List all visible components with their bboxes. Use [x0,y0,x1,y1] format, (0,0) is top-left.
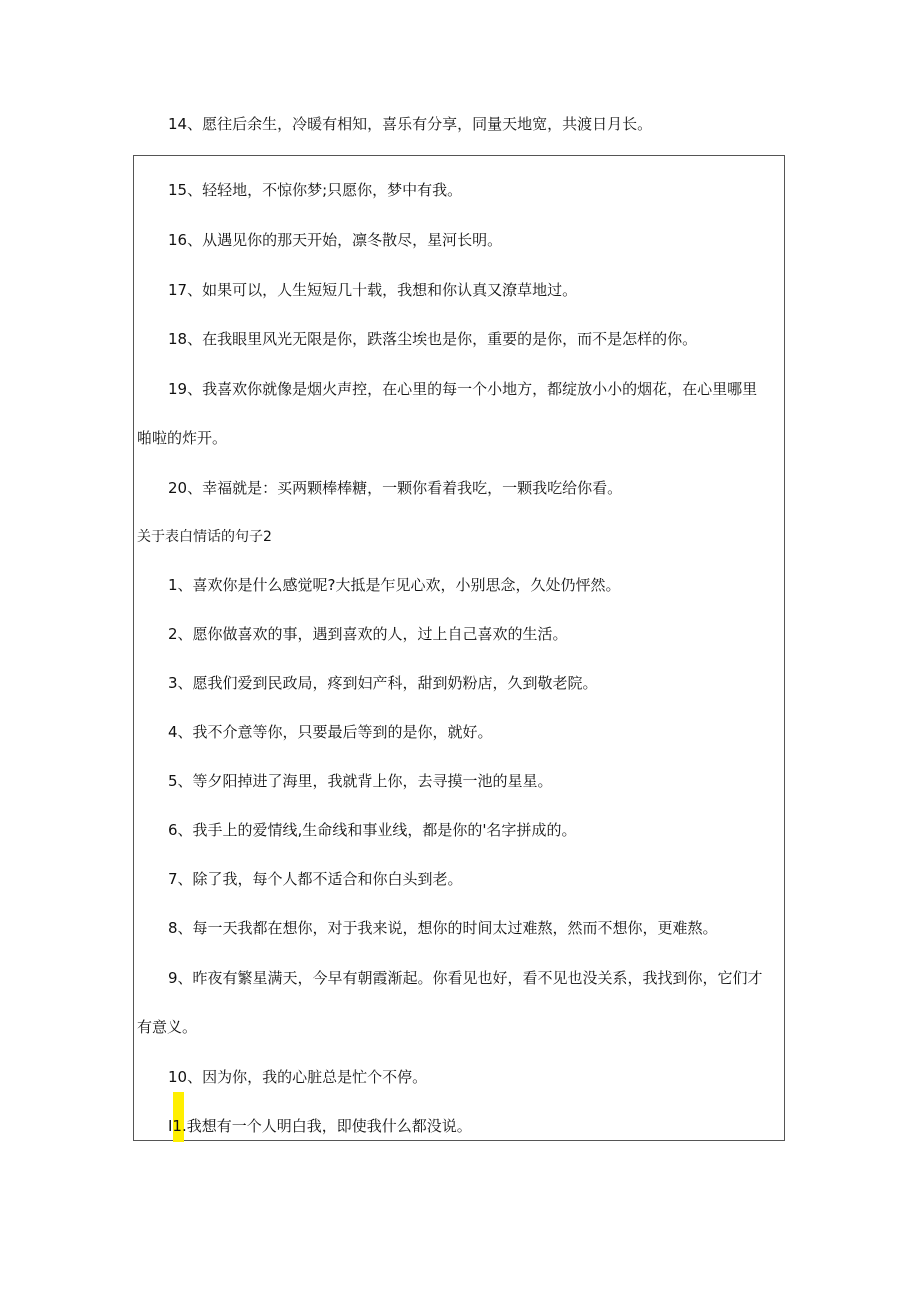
section-heading: 关于表白情话的句子2 [137,529,272,545]
list-item: 6、我手上的爱情线,生命线和事业线，都是你的'名字拼成的。 [168,821,577,839]
list-item-14: 14、愿往后余生，冷暖有相知，喜乐有分享，同量天地宽，共渡日月长。 [168,115,653,133]
list-item: 3、愿我们爱到民政局，疼到妇产科，甜到奶粉店，久到敬老院。 [168,674,598,692]
list-item-continuation: 啪啦的炸开。 [137,429,228,447]
list-item: 15、轻轻地，不惊你梦;只愿你，梦中有我。 [168,181,463,199]
list-item: 17、如果可以，人生短短几十载，我想和你认真又潦草地过。 [168,281,578,299]
list-item: 19、我喜欢你就像是烟火声控，在心里的每一个小地方，都绽放小小的烟花，在心里哪里 [168,380,758,398]
list-item: 9、昨夜有繁星满天，今早有朝霞渐起。你看见也好，看不见也没关系，我找到你，它们才 [168,969,763,987]
list-item: 20、幸福就是：买两颗棒棒糖，一颗你看着我吃，一颗我吃给你看。 [168,479,623,497]
list-item: 7、除了我，每个人都不适合和你白头到老。 [168,870,463,888]
list-item: 18、在我眼里风光无限是你，跌落尘埃也是你，重要的是你，而不是怎样的你。 [168,330,698,348]
content-box [133,155,785,1141]
list-item: 10、因为你，我的心脏总是忙个不停。 [168,1068,428,1086]
list-item: 8、每一天我都在想你，对于我来说，想你的时间太过难熬，然而不想你，更难熬。 [168,919,718,937]
list-item: 1、喜欢你是什么感觉呢?大抵是乍见心欢，小别思念，久处仍怦然。 [168,576,621,594]
list-item: 4、我不介意等你，只要最后等到的是你，就好。 [168,723,493,741]
list-item-continuation: 有意义。 [137,1018,198,1036]
list-item: 5、等夕阳掉进了海里，我就背上你，去寻摸一池的星星。 [168,772,553,790]
list-item: 16、从遇见你的那天开始，凛冬散尽，星河长明。 [168,231,503,249]
list-item: I1.我想有一个人明白我，即使我什么都没说。 [168,1117,472,1135]
list-item: 2、愿你做喜欢的事，遇到喜欢的人，过上自己喜欢的生活。 [168,625,568,643]
